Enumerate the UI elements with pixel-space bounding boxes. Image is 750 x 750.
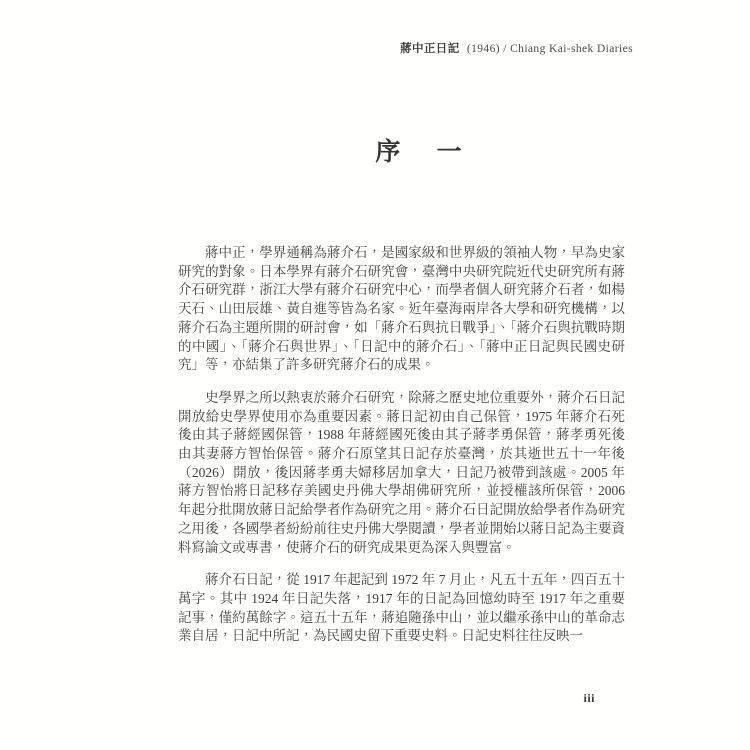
page-number: iii bbox=[583, 691, 595, 705]
running-header-book-title: 蔣中正日記 bbox=[400, 43, 460, 55]
running-header bbox=[400, 40, 633, 56]
paragraph-3: 蔣介石日記，從 1917 年起記到 1972 年 7 月止，凡五十五年，四百五十萬字。其中 1924 年日記失落，1917 年的日記為回憶幼時至 1917 年之重要記事，僅約萬餘字。這五十五年，蔣追隨孫中山，並以繼承孫中山的革命志業自居，日記中所記，為民國史留下重要史料。日記史料往往反映一 bbox=[178, 572, 625, 644]
body-text bbox=[178, 244, 625, 646]
section-title: 序 一 bbox=[375, 139, 464, 166]
running-header-book-subtitle: (1946) / Chiang Kai-shek Diaries bbox=[466, 43, 633, 55]
paragraph-2: 史學界之所以熱衷於蔣介石研究，除蔣之歷史地位重要外，蔣介石日記開放給史學界使用亦為重要因素。蔣日記初由自己保管，1975 年蔣介石死後由其子蔣經國保管，1988 年蔣經國死後由其子蔣孝勇保管，蔣孝勇死後由其妻蔣方智怡保管。蔣介石原望其日記存於臺灣，於其逝世五十一年後（2026）開放，後因蔣孝勇夫婦移居加拿大，日記乃被帶到該處。2005 年蔣方智怡將日記移存美國史丹佛大學胡佛研究所，並授權該所保管，2006 年起分批開放蔣日記給學者作為研究之用。蔣介石日記開放給學者作為研究之用後，各國學者紛紛前往史丹佛大學閱讀，學者並開始以蔣日記為主要資料寫論文或專書，使蔣介石的研究成果更為深入與豐富。 bbox=[178, 389, 625, 555]
paragraph-1: 蔣中正，學界通稱為蔣介石，是國家級和世界級的領袖人物，早為史家研究的對象。日本學界有蔣介石研究會，臺灣中央研究院近代史研究所有蔣介石研究群，浙江大學有蔣介石研究中心，而學者個人研究蔣介石者，如楊天石、山田辰雄、黃自進等皆為名家。近年臺海兩岸各大學和研究機構，以蔣介石為主題所開的研討會，如「蔣介石與抗日戰爭」、「蔣介石與抗戰時期的中國」、「蔣介石與世界」、「日記中的蔣介石」、「蔣中正日記與民國史研究」等，亦結集了許多研究蔣介石的成果。 bbox=[178, 245, 625, 373]
